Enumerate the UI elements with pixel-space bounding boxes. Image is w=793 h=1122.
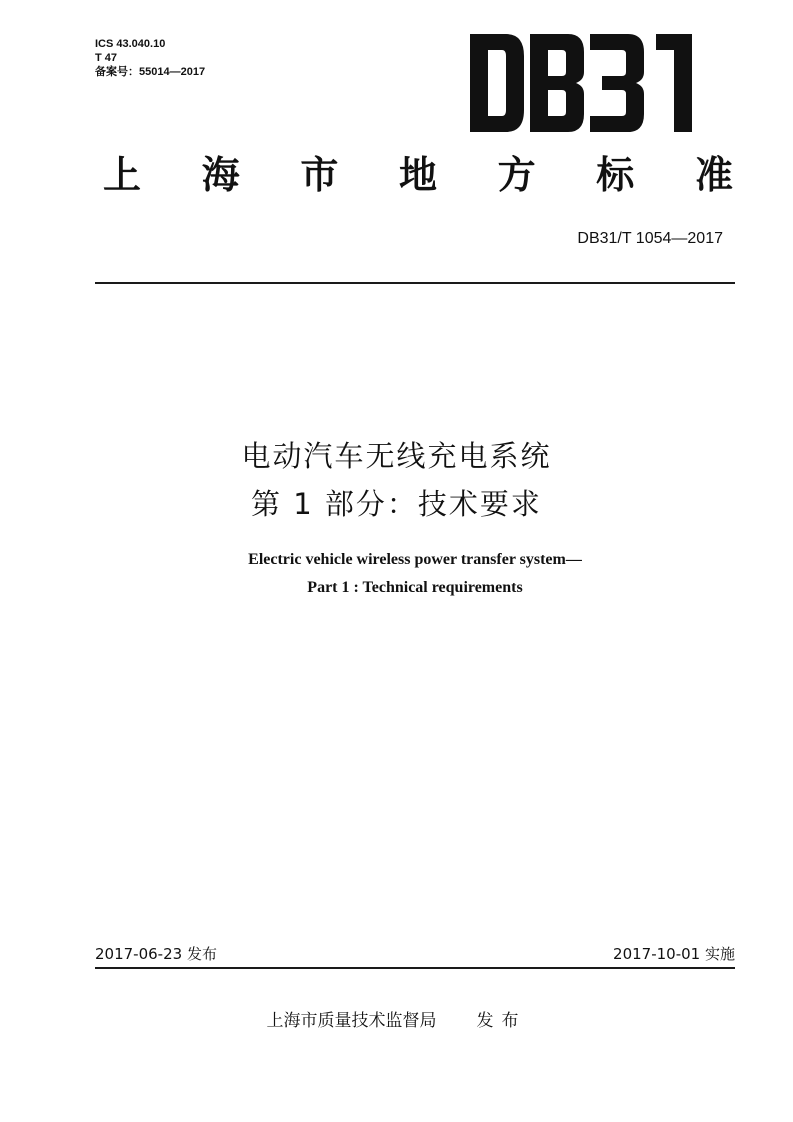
db31-logo xyxy=(468,28,694,138)
issuer-name: 上海市质量技术监督局 xyxy=(266,1011,437,1031)
standard-type-char: 准 xyxy=(694,153,733,197)
record-number: 备案号：55014—2017 xyxy=(95,66,206,78)
standard-type-char: 市 xyxy=(300,153,339,197)
title-chinese-line2: 第 1 部分：技术要求 xyxy=(251,487,542,521)
standard-code: DB31/T 1054—2017 xyxy=(577,230,723,247)
issuer-action: 发布 xyxy=(476,1011,527,1031)
implementation-date: 2017-10-01 实施 xyxy=(613,945,735,963)
title-chinese-line1: 电动汽车无线充电系统 xyxy=(241,439,552,473)
standard-type-char: 方 xyxy=(497,153,536,197)
svg-text:DB31: DB31 xyxy=(468,28,471,29)
standard-type-char: 海 xyxy=(201,153,240,197)
top-divider xyxy=(95,282,735,284)
standard-type-char: 上 xyxy=(103,153,142,197)
standard-type-char: 地 xyxy=(398,153,437,197)
bottom-divider xyxy=(95,967,735,969)
title-english-line2: Part 1 : Technical requirements xyxy=(307,579,523,596)
issuer-line xyxy=(0,1009,793,1033)
classification-code: T 47 xyxy=(95,52,118,64)
ics-code: ICS 43.040.10 xyxy=(95,38,166,50)
standard-type-heading xyxy=(103,150,733,200)
publish-date: 2017-06-23 发布 xyxy=(95,945,217,963)
standard-type-char: 标 xyxy=(596,153,635,197)
title-english-line1: Electric vehicle wireless power transfer system— xyxy=(248,551,582,568)
document-metadata xyxy=(95,37,205,79)
